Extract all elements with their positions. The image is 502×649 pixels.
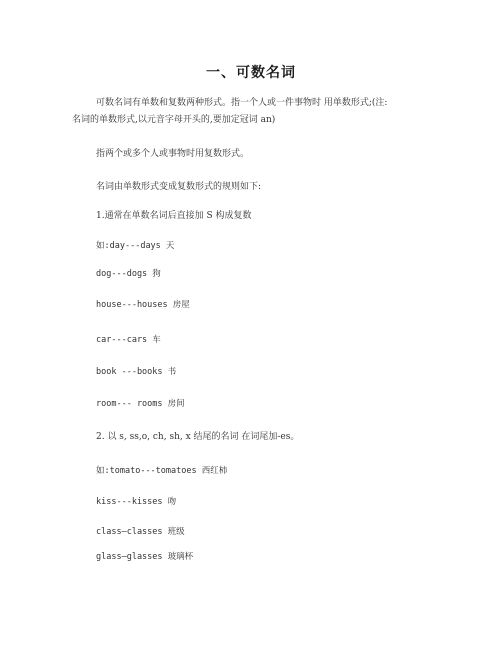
example-item: car---cars 车 bbox=[96, 335, 161, 345]
example-item: book ---books 书 bbox=[96, 367, 177, 377]
rule-heading: 1.通常在单数名词后直接加 S 构成复数 bbox=[96, 211, 252, 221]
example-item: class—classes 班级 bbox=[96, 527, 185, 537]
paragraph: 指两个或多个人或事物时用复数形式。 bbox=[96, 149, 250, 159]
example-item: dog---dogs 狗 bbox=[96, 269, 161, 279]
example-item: room--- rooms 房间 bbox=[96, 399, 185, 409]
example-item: kiss---kisses 吻 bbox=[96, 497, 177, 507]
example-item: house---houses 房屋 bbox=[96, 300, 190, 310]
paragraph-line: 名词的单数形式,以元音字母开头的,要加定冠词 an) bbox=[72, 115, 276, 125]
paragraph: 名词由单数形式变成复数形式的规则如下: bbox=[96, 182, 262, 192]
example-item: 如:day---days 天 bbox=[96, 241, 175, 251]
example-item: 如:tomato---tomatoes 西红柿 bbox=[96, 466, 228, 476]
paragraph-line: 可数名词有单数和复数两种形式。指一个人或一件事物时 用单数形式;(注: bbox=[96, 98, 388, 108]
rule-heading: 2. 以 s, ss,o, ch, sh, x 结尾的名词 在词尾加-es。 bbox=[96, 432, 300, 442]
page-title: 一、可数名词 bbox=[206, 65, 296, 81]
example-item: glass—glasses 玻璃杯 bbox=[96, 552, 194, 562]
